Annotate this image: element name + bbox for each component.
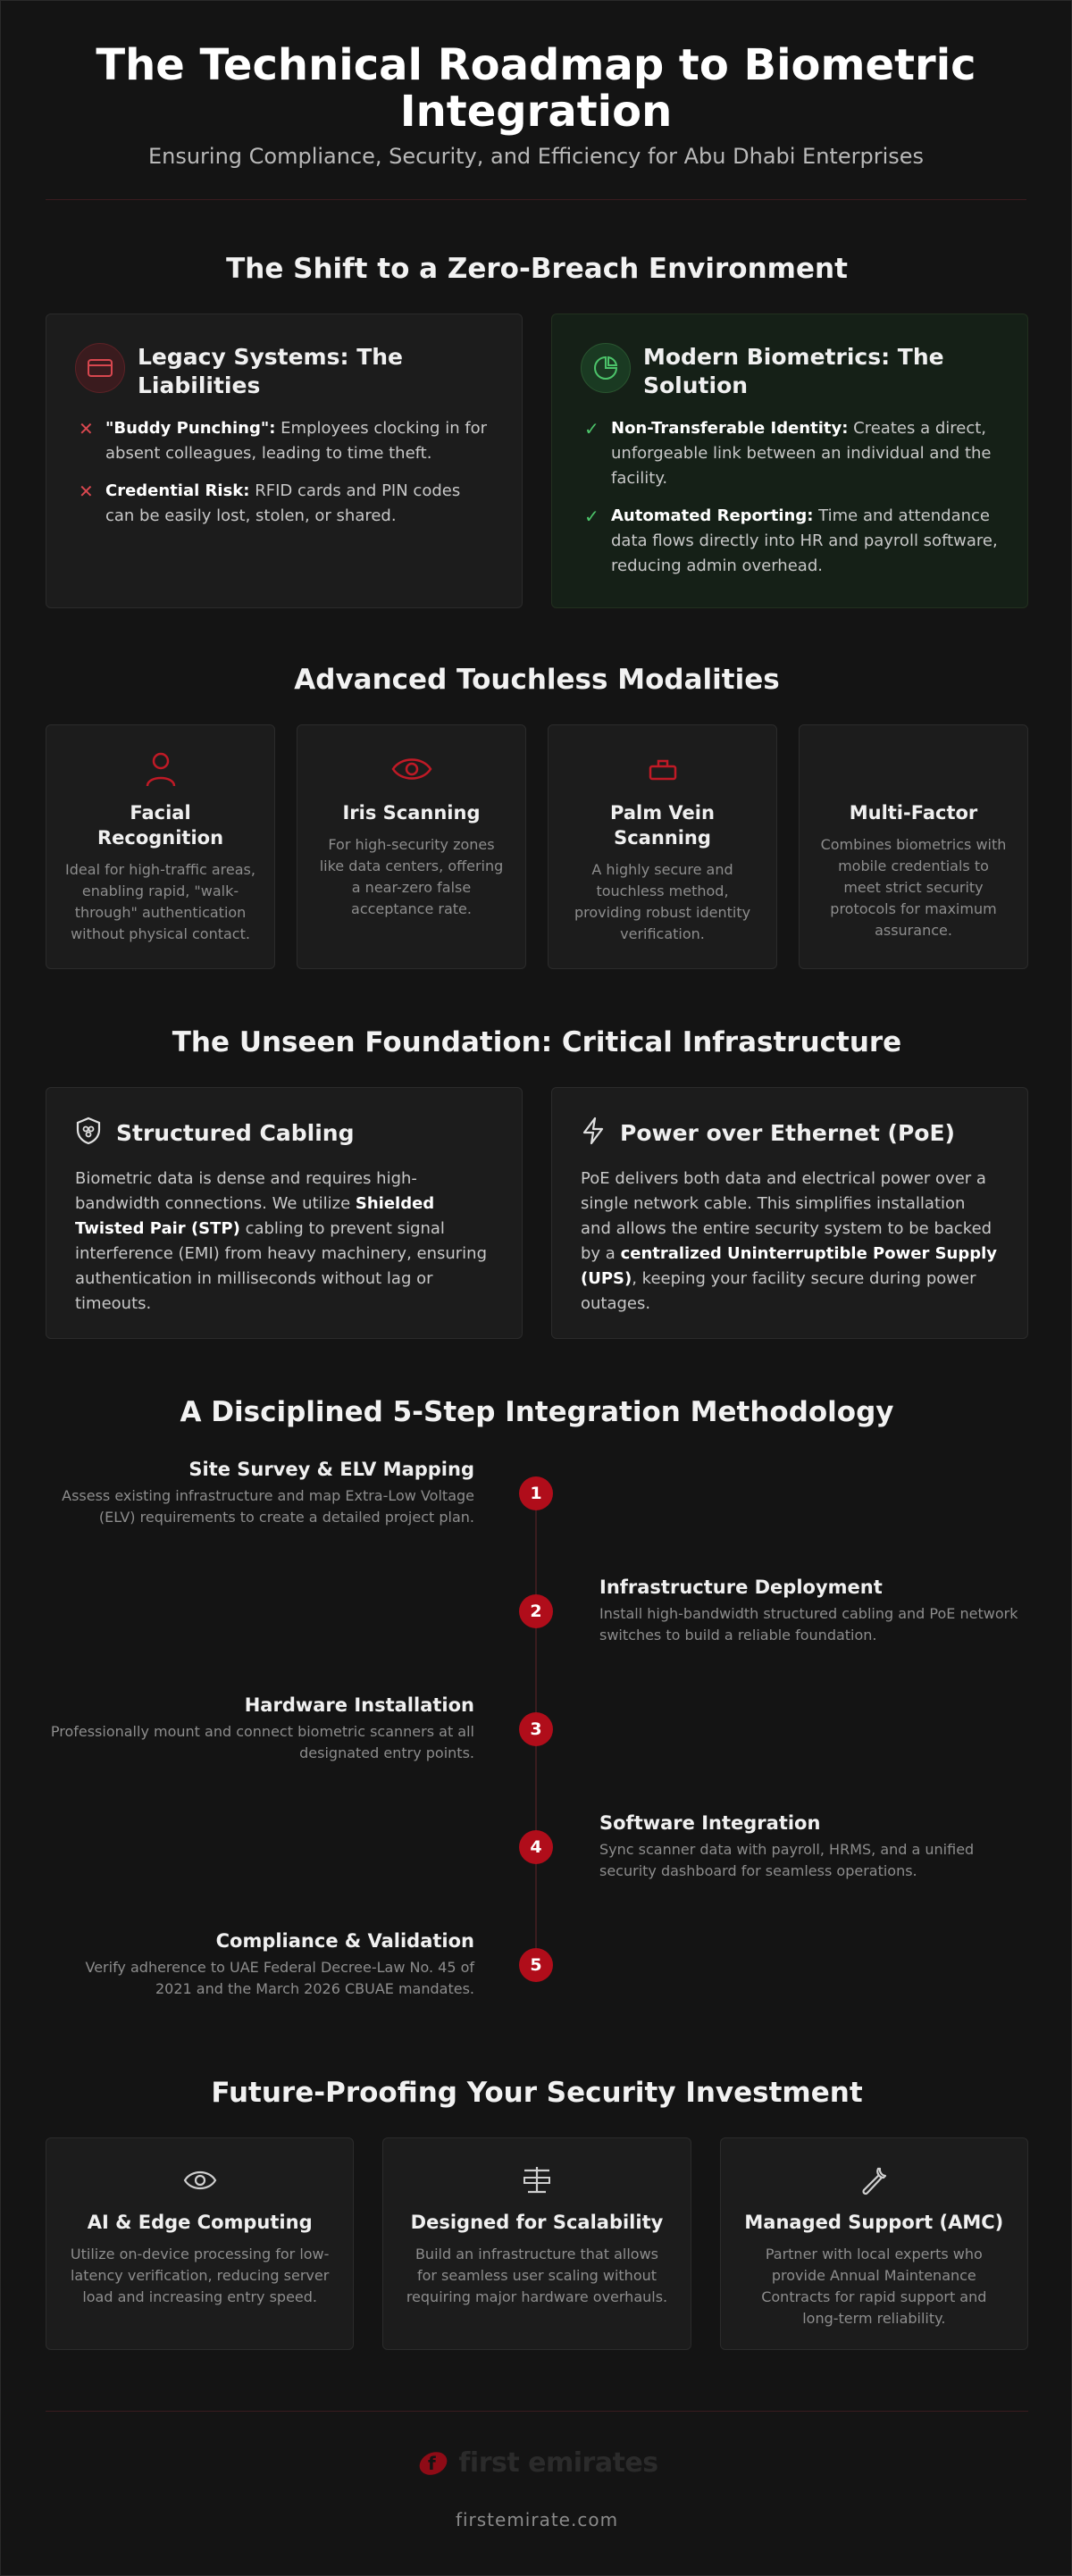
modality-text: For high-security zones like data centers, offering a near-zero false acceptance rate.	[319, 836, 504, 917]
step-number: 3	[519, 1712, 553, 1746]
lightning-icon	[581, 1117, 606, 1149]
modality-card	[297, 724, 526, 969]
credit-card-icon	[75, 343, 125, 393]
divider	[46, 199, 1026, 200]
step-item: Site Survey & ELV Mapping Assess existing infrastructure and map Extra-Low Voltage (ELV) requirements to create a detailed project plan. 1	[46, 1457, 1028, 1546]
list-item: ✓ Non-Transferable Identity: Creates a direct, unforgeable link between an individual and the facility.	[581, 416, 999, 491]
logo	[46, 2447, 1028, 2479]
x-icon: ✕	[79, 481, 94, 502]
list-item: ✕ "Buddy Punching": Employees clocking in for absent colleagues, leading to time theft.	[75, 416, 493, 466]
timeline	[46, 1457, 1028, 2046]
step-item: Infrastructure Deployment Install high-bandwidth structured cabling and PoE network switches to build a reliable foundation. 2	[46, 1575, 1028, 1664]
modern-heading: Modern Biometrics: The Solution	[643, 344, 944, 398]
shift-section	[46, 253, 1028, 608]
modality-name: Iris Scanning	[342, 802, 481, 824]
divider	[46, 2411, 1028, 2412]
step-number: 5	[519, 1948, 553, 1982]
modality-text: Combines biometrics with mobile credentials to meet strict security protocols for maximum assurance.	[820, 836, 1007, 939]
website-link[interactable]: firstemirate.com	[455, 2509, 619, 2530]
page-subtitle: Ensuring Compliance, Security, and Efficiency for Abu Dhabi Enterprises	[147, 144, 925, 169]
cabling-card	[46, 1087, 523, 1339]
methodology-section	[46, 1396, 1028, 2046]
logo-text: first emirates	[458, 2447, 658, 2479]
cabling-text: Biometric data is dense and requires high-bandwidth connections. We utilize Shielded Twisted Pair (STP) cabling to prevent signal interference (EMI) from heavy machinery, ensuring authentication in milliseconds without lag or timeouts.	[75, 1169, 488, 1313]
future-card: Managed Support (AMC) Partner with local experts who provide Annual Maintenance Contracts for rapid support and long-term reliability.	[720, 2137, 1028, 2350]
section-title: Future-Proofing Your Security Investment	[211, 2077, 863, 2109]
legacy-card	[46, 314, 523, 608]
future-card: AI & Edge Computing Utilize on-device processing for low-latency verification, reducing server load and increasing entry speed.	[46, 2137, 354, 2350]
modality-name: Palm Vein Scanning	[610, 802, 715, 849]
modality-name: Multi-Factor	[849, 802, 978, 824]
list-item: ✕ Credential Risk: RFID cards and PIN codes can be easily lost, stolen, or shared.	[75, 479, 493, 529]
modality-text: A highly secure and touchless method, providing robust identity verification.	[574, 861, 751, 942]
section-title: The Shift to a Zero-Breach Environment	[226, 253, 848, 285]
modern-card	[551, 314, 1028, 608]
step-item: Software Integration Sync scanner data with payroll, HRMS, and a unified security dashboard for seamless operations. 4	[46, 1811, 1028, 1900]
section-title: A Disciplined 5-Step Integration Methodology	[180, 1396, 894, 1428]
section-title: The Unseen Foundation: Critical Infrastructure	[172, 1026, 902, 1058]
svg-text:f: f	[428, 2452, 437, 2474]
step-item: Compliance & Validation Verify adherence to UAE Federal Decree-Law No. 45 of 2021 and the March 2026 CBUAE mandates. 5	[46, 1928, 1028, 2018]
poe-card	[551, 1087, 1028, 1339]
poe-heading: Power over Ethernet (PoE)	[620, 1119, 955, 1146]
palm-icon	[566, 749, 758, 790]
poe-text: PoE delivers both data and electrical power over a single network cable. This simplifies installation and allows the entire security system to be backed by a centralized Uninterruptible Power Supply (UPS), keeping your facility secure during power outages.	[581, 1169, 998, 1313]
modalities-section	[46, 664, 1028, 969]
cabling-heading: Structured Cabling	[116, 1119, 355, 1146]
eye-icon	[68, 2160, 331, 2201]
hero	[46, 1, 1026, 200]
check-icon: ✓	[584, 506, 599, 527]
future-section	[46, 2077, 1028, 2350]
check-icon: ✓	[584, 418, 599, 439]
step-number: 4	[519, 1830, 553, 1864]
modality-text: Ideal for high-traffic areas, enabling rapid, "walk-through" authentication without physical contact.	[65, 861, 255, 942]
x-icon: ✕	[79, 418, 94, 439]
scale-icon	[405, 2160, 668, 2201]
modality-card	[548, 724, 777, 969]
blank-icon	[817, 749, 1009, 790]
section-title: Advanced Touchless Modalities	[294, 664, 780, 696]
list-item: ✓ Automated Reporting: Time and attendance data flows directly into HR and payroll software, reducing admin overhead.	[581, 504, 999, 579]
step-item: Hardware Installation Professionally mount and connect biometric scanners at all designated entry points. 3	[46, 1693, 1028, 1782]
pie-chart-icon	[581, 343, 631, 393]
wrench-icon	[742, 2160, 1006, 2201]
footer	[46, 2411, 1028, 2530]
modality-name: Facial Recognition	[96, 802, 224, 849]
modality-card	[799, 724, 1028, 969]
future-card: Designed for Scalability Build an infrastructure that allows for seamless user scaling without requiring major hardware overhauls.	[382, 2137, 691, 2350]
step-number: 1	[519, 1476, 553, 1510]
user-icon	[64, 749, 256, 790]
eye-icon	[315, 749, 507, 790]
step-number: 2	[519, 1594, 553, 1628]
legacy-heading: Legacy Systems: The Liabilities	[138, 344, 403, 398]
infrastructure-section	[46, 1026, 1028, 1339]
logo-mark-icon	[415, 2448, 451, 2479]
page-title: The Technical Roadmap to Biometric Integration	[96, 40, 976, 137]
shield-network-icon	[75, 1117, 102, 1149]
modality-card	[46, 724, 275, 969]
